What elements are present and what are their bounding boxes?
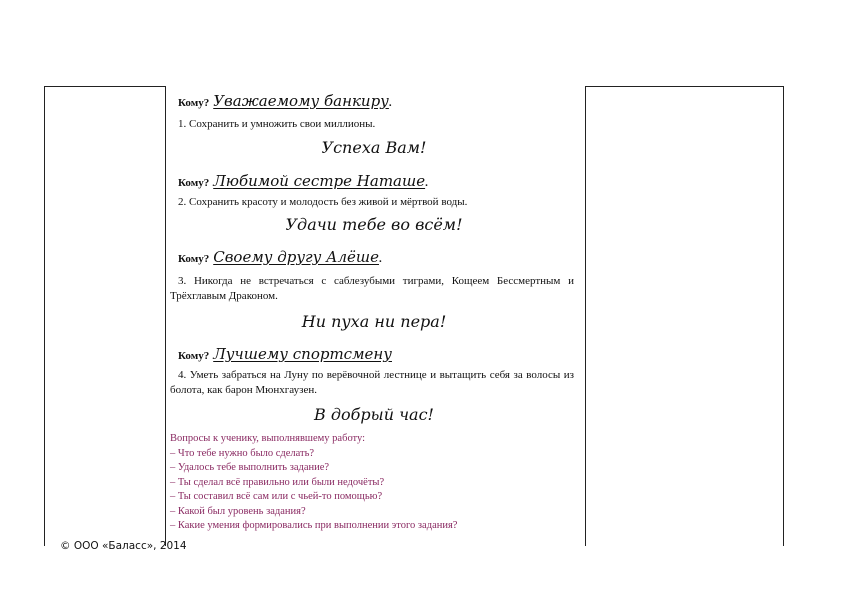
wish-3: Ни пуха ни пера! bbox=[301, 312, 447, 331]
addressee-handwritten: Любимой сестре Наташе bbox=[213, 172, 426, 190]
addressee-line-1: Кому? Уважаемому банкиру. bbox=[178, 92, 392, 110]
addressee-line-3: Кому? Своему другу Алёше. bbox=[178, 248, 382, 266]
task-2: 2. Сохранить красоту и молодость без живой и мёртвой воды. bbox=[178, 196, 468, 208]
addressee-handwritten: Лучшему спортсмену bbox=[213, 345, 392, 363]
frame-right-inner bbox=[585, 86, 586, 546]
addressee-handwritten: Уважаемому банкиру bbox=[213, 92, 389, 110]
frame-top-right bbox=[585, 86, 783, 87]
wish-2: Удачи тебе во всём! bbox=[285, 215, 463, 234]
question-item: – Удалось тебе выполнить задание? bbox=[170, 462, 330, 473]
addressee-line-2: Кому? Любимой сестре Наташе. bbox=[178, 172, 428, 190]
questions-title: Вопросы к ученику, выполнявшему работу: bbox=[170, 433, 366, 444]
frame-left-outer bbox=[44, 86, 45, 546]
addressee-label: Кому? bbox=[178, 253, 210, 265]
addressee-label: Кому? bbox=[178, 177, 210, 189]
task-1: 1. Сохранить и умножить свои миллионы. bbox=[178, 118, 376, 130]
question-item: – Ты сделал всё правильно или были недочёты? bbox=[170, 476, 385, 488]
addressee-label: Кому? bbox=[178, 350, 210, 362]
question-item: – Какой был уровень задания? bbox=[170, 505, 306, 517]
task-4: 4. Уметь забраться на Луну по верёвочной лестнице и вытащить себя за волосы из болота, как барон Мюнхгаузен. bbox=[170, 369, 574, 396]
question-item: – Что тебе нужно было сделать? bbox=[170, 447, 315, 459]
addressee-handwritten: Своему другу Алёше bbox=[213, 248, 379, 266]
task-3: 3. Никогда не встречаться с саблезубыми тиграми, Кощеем Бессмертным и Трёхглавым Драконом. bbox=[170, 275, 574, 302]
addressee-line-4 bbox=[178, 345, 392, 363]
frame-right-outer bbox=[783, 86, 784, 546]
question-item: – Какие умения формировались при выполнении этого задания? bbox=[170, 520, 458, 531]
frame-top-left bbox=[44, 86, 165, 87]
addressee-label: Кому? bbox=[178, 97, 210, 109]
copyright-footer: © ООО «Баласс», 2014 bbox=[60, 540, 187, 552]
wish-1: Успеха Вам! bbox=[321, 138, 427, 157]
question-item: – Ты составил всё сам или с чьей-то помощью? bbox=[170, 491, 383, 502]
student-questions bbox=[170, 432, 457, 534]
wish-4: В добрый час! bbox=[314, 405, 434, 424]
frame-left-inner bbox=[165, 86, 166, 546]
